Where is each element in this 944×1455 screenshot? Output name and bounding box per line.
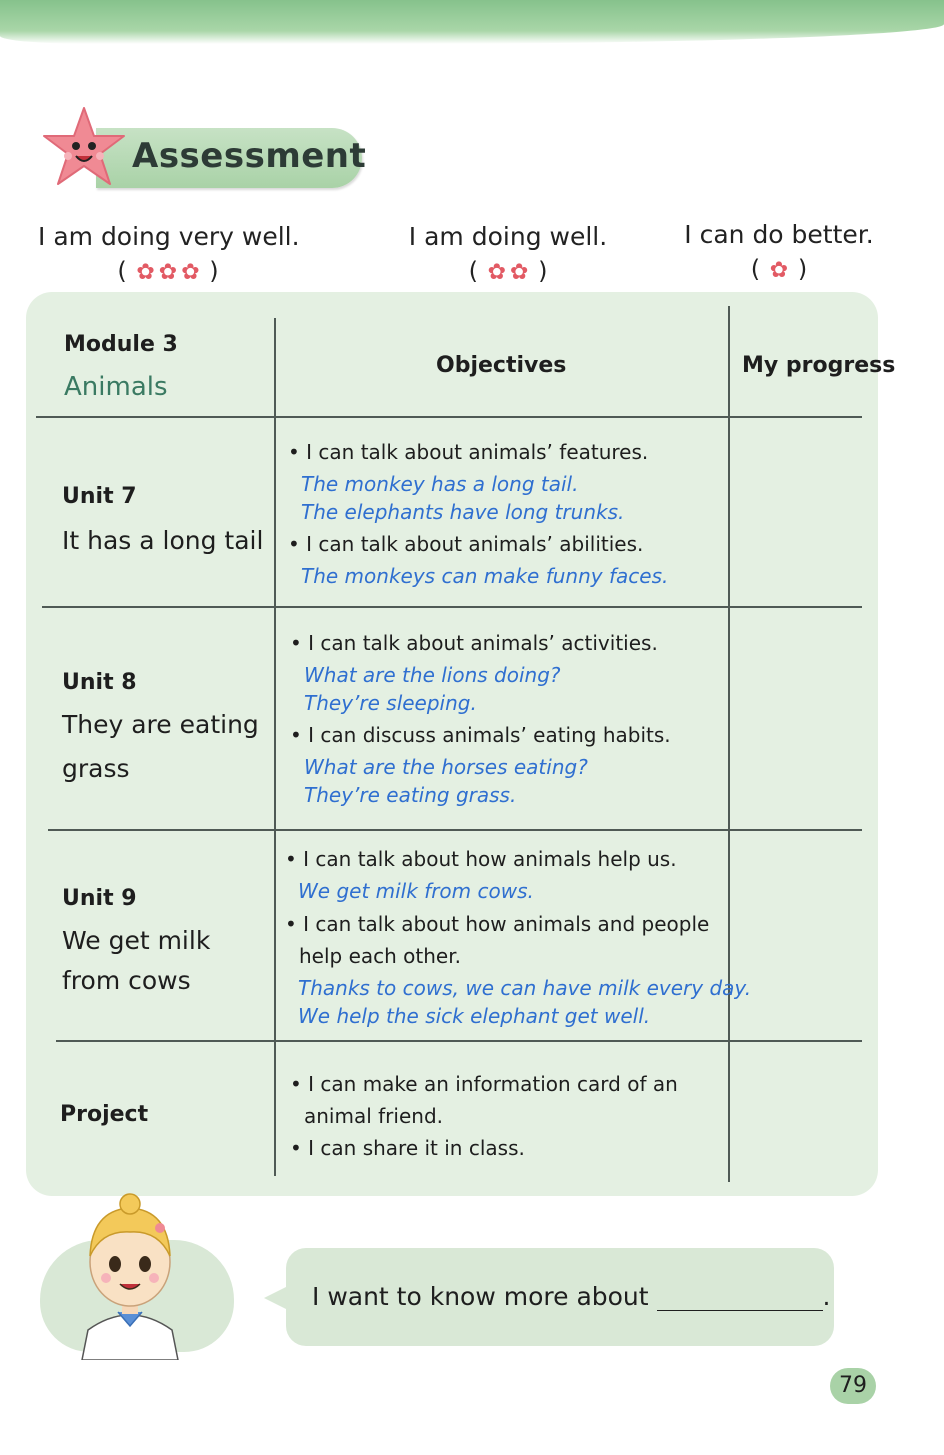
objective-continuation: animal friend. [304, 1104, 443, 1128]
objective-text: I can talk about animals’ features. [306, 440, 649, 464]
speech-bubble-tail [264, 1286, 288, 1310]
module-label: Module 3 [64, 332, 178, 357]
progress-header: My progress [742, 353, 896, 378]
rating-stars-3: ( ✿ ✿ ✿ ) [117, 257, 219, 285]
objective-text: I can talk about animals’ abilities. [306, 532, 644, 556]
objective-bullet: • I can talk about animals’ features. [288, 440, 649, 464]
flower-icon: ✿ [510, 260, 529, 285]
starfish-mascot-icon [38, 104, 130, 196]
prompt-period: . [822, 1282, 831, 1311]
rating-stars-1: ( ✿ ) [750, 255, 808, 283]
objective-bullet: • I can discuss animals’ eating habits. [290, 723, 671, 747]
objective-bullet: • I can talk about animals’ activities. [290, 631, 658, 655]
objective-continuation: help each other. [299, 944, 461, 968]
rating-well [398, 222, 618, 285]
example-sentence: Thanks to cows, we can have milk every day. [298, 976, 752, 1000]
unit-title: grass [62, 754, 130, 783]
rating-stars-2: ( ✿ ✿ ) [468, 257, 548, 285]
rating-label: I am doing well. [408, 222, 608, 251]
module-name: Animals [64, 372, 168, 402]
page-number: 79 [830, 1368, 876, 1404]
rating-label: I am doing very well. [38, 222, 300, 251]
answer-blank[interactable] [657, 1289, 823, 1311]
objective-bullet: • I can make an information card of an [290, 1072, 678, 1096]
unit-label: Unit 9 [62, 886, 137, 911]
objective-bullet: • I can talk about how animals help us. [285, 847, 677, 871]
example-sentence: We help the sick elephant get well. [298, 1004, 651, 1028]
objective-text: I can share it in class. [308, 1136, 525, 1160]
unit-label: Unit 7 [62, 484, 137, 509]
example-sentence: The monkeys can make funny faces. [301, 564, 669, 588]
flower-icon: ✿ [181, 260, 200, 285]
unit-label: Unit 8 [62, 670, 137, 695]
example-sentence: They’re sleeping. [304, 691, 477, 715]
table-divider [36, 416, 862, 418]
objective-bullet: • I can talk about animals’ abilities. [288, 532, 644, 556]
objectives-header: Objectives [436, 353, 567, 378]
objective-bullet: • I can share it in class. [290, 1136, 525, 1160]
unit-title: They are eating [62, 710, 259, 739]
child-character-icon [60, 1190, 200, 1360]
unit-title: from cows [62, 966, 191, 995]
page-title: Assessment [132, 136, 367, 176]
top-decorative-band [0, 0, 944, 44]
table-divider [274, 318, 276, 1176]
flower-icon: ✿ [769, 258, 789, 283]
example-sentence: What are the horses eating? [304, 755, 588, 779]
flower-icon: ✿ [487, 260, 506, 285]
objective-text: I can talk about how animals help us. [303, 847, 677, 871]
example-sentence: The elephants have long trunks. [301, 500, 625, 524]
table-divider [56, 1040, 862, 1042]
flower-icon: ✿ [158, 260, 178, 285]
completion-prompt [312, 1282, 830, 1311]
table-divider [48, 829, 862, 831]
table-divider [42, 606, 862, 608]
rating-do-better [684, 220, 874, 283]
flower-icon: ✿ [136, 260, 155, 285]
unit-title: We get milk [62, 926, 211, 955]
prompt-text: I want to know more about [312, 1282, 649, 1311]
example-sentence: The monkey has a long tail. [301, 472, 579, 496]
example-sentence: They’re eating grass. [304, 783, 517, 807]
table-divider [728, 306, 730, 1182]
objective-text: I can discuss animals’ eating habits. [308, 723, 671, 747]
example-sentence: We get milk from cows. [298, 879, 534, 903]
objective-text: I can talk about how animals and people [303, 912, 710, 936]
objective-text: I can talk about animals’ activities. [308, 631, 658, 655]
unit-title: It has a long tail [62, 526, 264, 555]
unit-label: Project [60, 1102, 149, 1127]
example-sentence: What are the lions doing? [304, 663, 561, 687]
rating-label: I can do better. [684, 220, 874, 249]
rating-very-well [38, 222, 298, 285]
objective-bullet: • I can talk about how animals and people [285, 912, 710, 936]
objective-text: I can make an information card of an [308, 1072, 678, 1096]
